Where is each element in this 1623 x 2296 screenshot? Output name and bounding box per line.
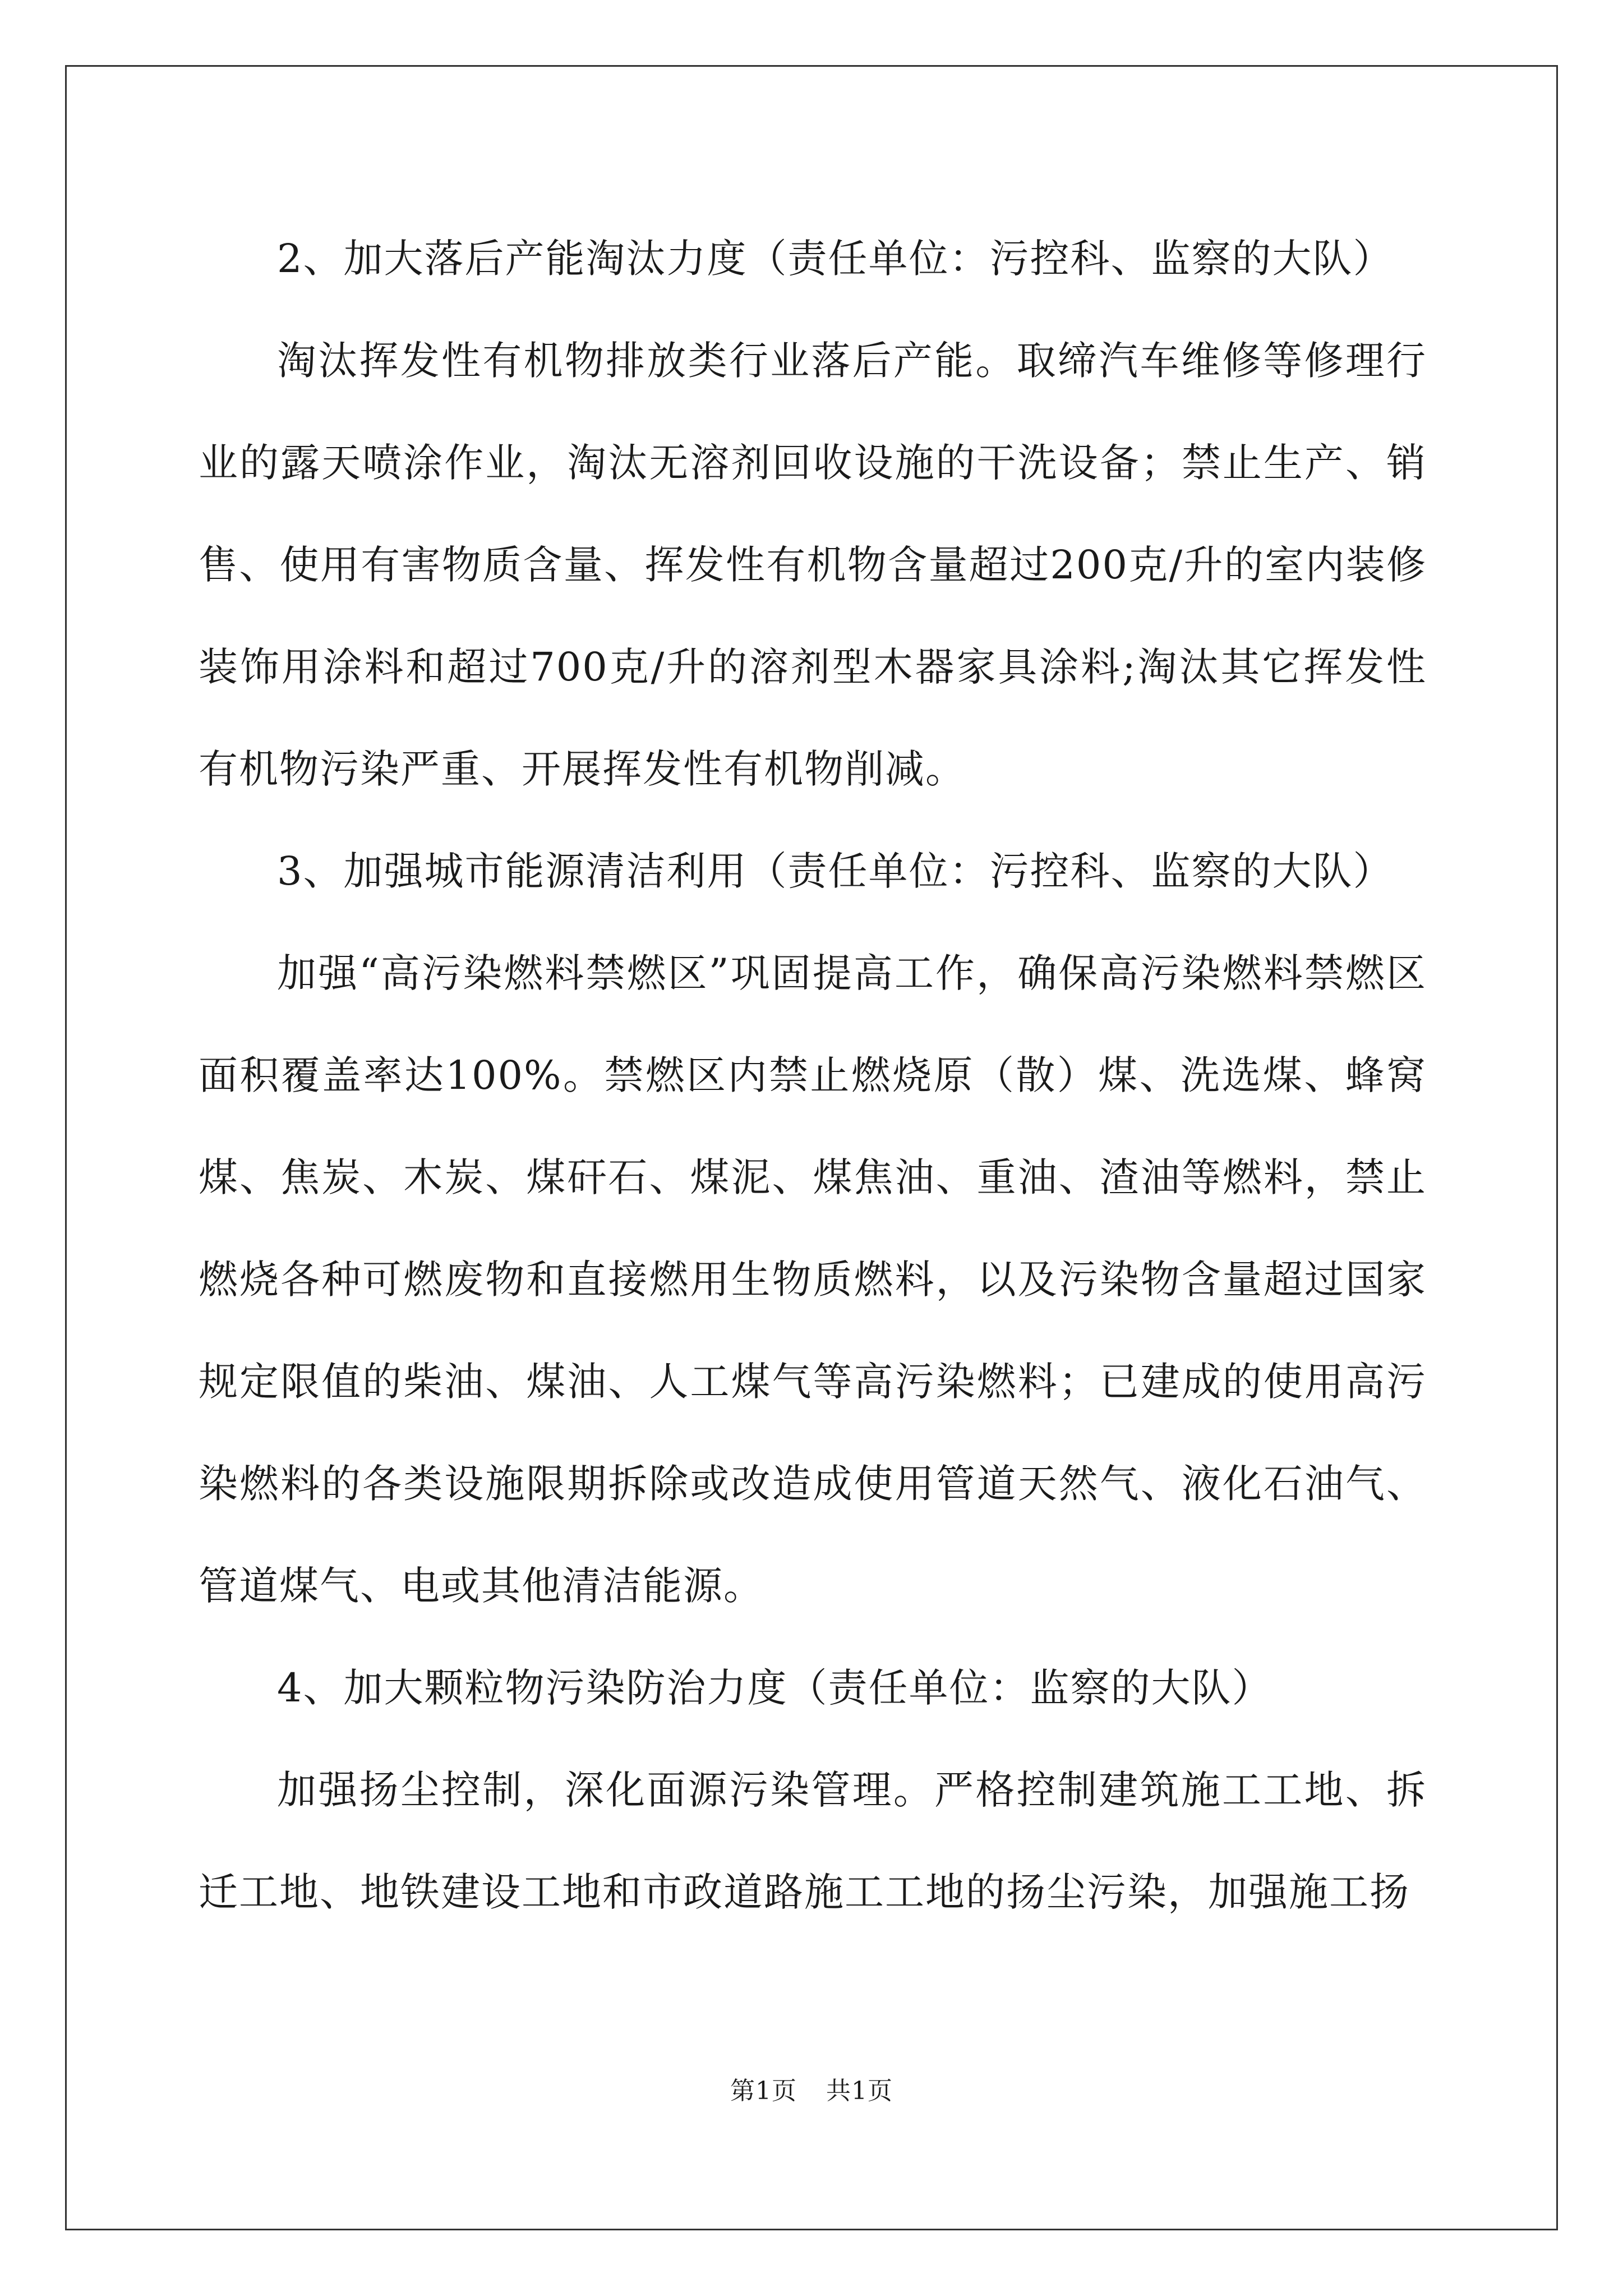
page-footer <box>0 2074 1623 2108</box>
section-heading-4: 4、加大颗粒物污染防治力度（责任单位：监察的大队） <box>277 1665 1272 1711</box>
document-body <box>199 208 1427 1943</box>
section-body-4: 加强扬尘控制，深化面源污染管理。严格控制建筑施工工地、拆迁工地、地铁建设工地和市政道路施工工地的扬尘污染，加强施工扬 <box>199 1767 1427 1915</box>
page-number: 第1页 <box>730 2077 797 2105</box>
page-total: 共1页 <box>826 2077 893 2105</box>
section-body-2: 淘汰挥发性有机物排放类行业落后产能。取缔汽车维修等修理行业的露天喷涂作业，淘汰无溶剂回收设施的干洗设备；禁止生产、销售、使用有害物质含量、挥发性有机物含量超过200克/升的室内装修装饰用涂料和超过700克/升的溶剂型木器家具涂料;淘汰其它挥发性有机物污染严重、开展挥发性有机物削减。 <box>199 338 1427 792</box>
section-heading-3: 3、加强城市能源清洁利用（责任单位：污控科、监察的大队） <box>277 848 1394 894</box>
section-body-3: 加强“高污染燃料禁燃区”巩固提高工作，确保高污染燃料禁燃区面积覆盖率达100%。禁燃区内禁止燃烧原（散）煤、洗选煤、蜂窝煤、焦炭、木炭、煤矸石、煤泥、煤焦油、重油、渣油等燃料，禁止燃烧各种可燃废物和直接燃用生物质燃料，以及污染物含量超过国家规定限值的柴油、煤油、人工煤气等高污染燃料；已建成的使用高污染燃料的各类设施限期拆除或改造成使用管道天然气、液化石油气、管道煤气、电或其他清洁能源。 <box>199 950 1427 1609</box>
section-heading-2: 2、加大落后产能淘汰力度（责任单位：污控科、监察的大队） <box>277 236 1394 282</box>
